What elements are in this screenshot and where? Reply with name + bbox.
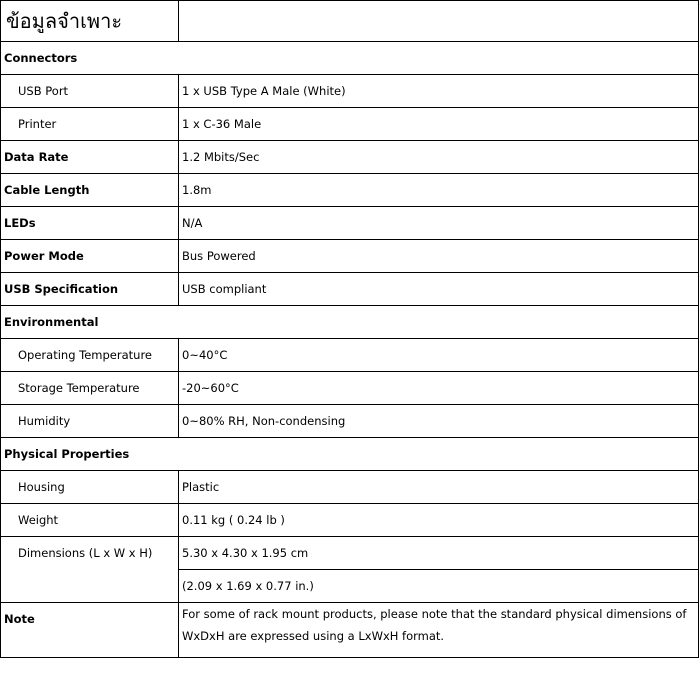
row-label: Printer — [1, 108, 179, 141]
row-value: USB compliant — [179, 273, 699, 306]
table-row — [1, 504, 699, 537]
table-row — [1, 207, 699, 240]
row-label: Humidity — [1, 405, 179, 438]
section-connectors: Connectors — [1, 42, 699, 75]
row-label: USB Specification — [1, 273, 179, 306]
row-value: Plastic — [179, 471, 699, 504]
table-row — [1, 174, 699, 207]
section-environmental: Environmental — [1, 306, 699, 339]
table-header-row — [1, 1, 699, 42]
row-label: Data Rate — [1, 141, 179, 174]
row-label: Power Mode — [1, 240, 179, 273]
row-value: 0~40°C — [179, 339, 699, 372]
section-physical: Physical Properties — [1, 438, 699, 471]
table-row — [1, 75, 699, 108]
row-value: For some of rack mount products, please note that the standard physical dimensions of WxDxH are expressed using a LxWxH format. — [179, 603, 699, 658]
table-row — [1, 537, 699, 570]
section-row — [1, 42, 699, 75]
row-value: N/A — [179, 207, 699, 240]
table-row — [1, 372, 699, 405]
row-value: 0.11 kg ( 0.24 lb ) — [179, 504, 699, 537]
row-value: (2.09 x 1.69 x 0.77 in.) — [179, 570, 699, 603]
table-row — [1, 471, 699, 504]
row-value: Bus Powered — [179, 240, 699, 273]
table-row — [1, 405, 699, 438]
header-empty-cell — [179, 1, 699, 42]
table-row — [1, 141, 699, 174]
row-label: Note — [1, 603, 179, 658]
row-label: Weight — [1, 504, 179, 537]
row-label: Storage Temperature — [1, 372, 179, 405]
spec-title: ข้อมูลจำเพาะ — [1, 1, 179, 42]
table-row — [1, 240, 699, 273]
row-value: 1 x USB Type A Male (White) — [179, 75, 699, 108]
row-label: Housing — [1, 471, 179, 504]
row-value: 0~80% RH, Non-condensing — [179, 405, 699, 438]
table-row — [1, 339, 699, 372]
section-row — [1, 306, 699, 339]
row-value: 1 x C-36 Male — [179, 108, 699, 141]
table-row — [1, 108, 699, 141]
row-label: Operating Temperature — [1, 339, 179, 372]
row-value: 1.2 Mbits/Sec — [179, 141, 699, 174]
row-value: -20~60°C — [179, 372, 699, 405]
row-label: Cable Length — [1, 174, 179, 207]
row-value: 1.8m — [179, 174, 699, 207]
row-label: LEDs — [1, 207, 179, 240]
table-row — [1, 603, 699, 658]
table-row — [1, 273, 699, 306]
row-label: Dimensions (L x W x H) — [1, 537, 179, 603]
section-row — [1, 438, 699, 471]
row-label: USB Port — [1, 75, 179, 108]
row-value: 5.30 x 4.30 x 1.95 cm — [179, 537, 699, 570]
